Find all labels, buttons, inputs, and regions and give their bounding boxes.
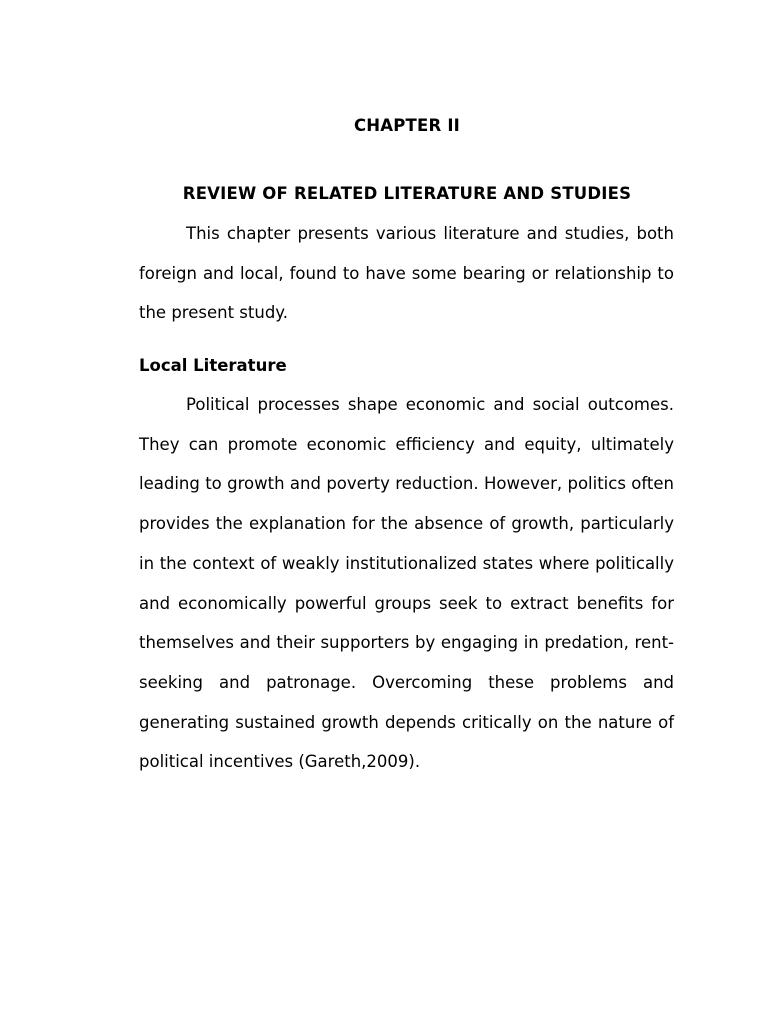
intro-paragraph: This chapter presents various literature and studies, both foreign and local, found to have some bearing or relationship to the present study. (139, 224, 674, 323)
section-heading-local-literature: Local Literature (139, 356, 287, 375)
local-literature-paragraph: Political processes shape economic and social outcomes. They can promote economic efficiency and equity, ultimately leading to growth and poverty reduction. However, politics often provides the explanation for the absence of growth, particularly in the context of weakly institutionalized states where politically and economically powerful groups seek to extract benefits for themselves and their supporters by engaging in predation, rent-seeking and patronage. Overcoming these problems and generating sustained growth depends critically on the nature of political incentives (Gareth,2009). (139, 395, 674, 772)
chapter-title: REVIEW OF RELATED LITERATURE AND STUDIES (182, 184, 632, 203)
chapter-number: CHAPTER II (353, 116, 461, 135)
